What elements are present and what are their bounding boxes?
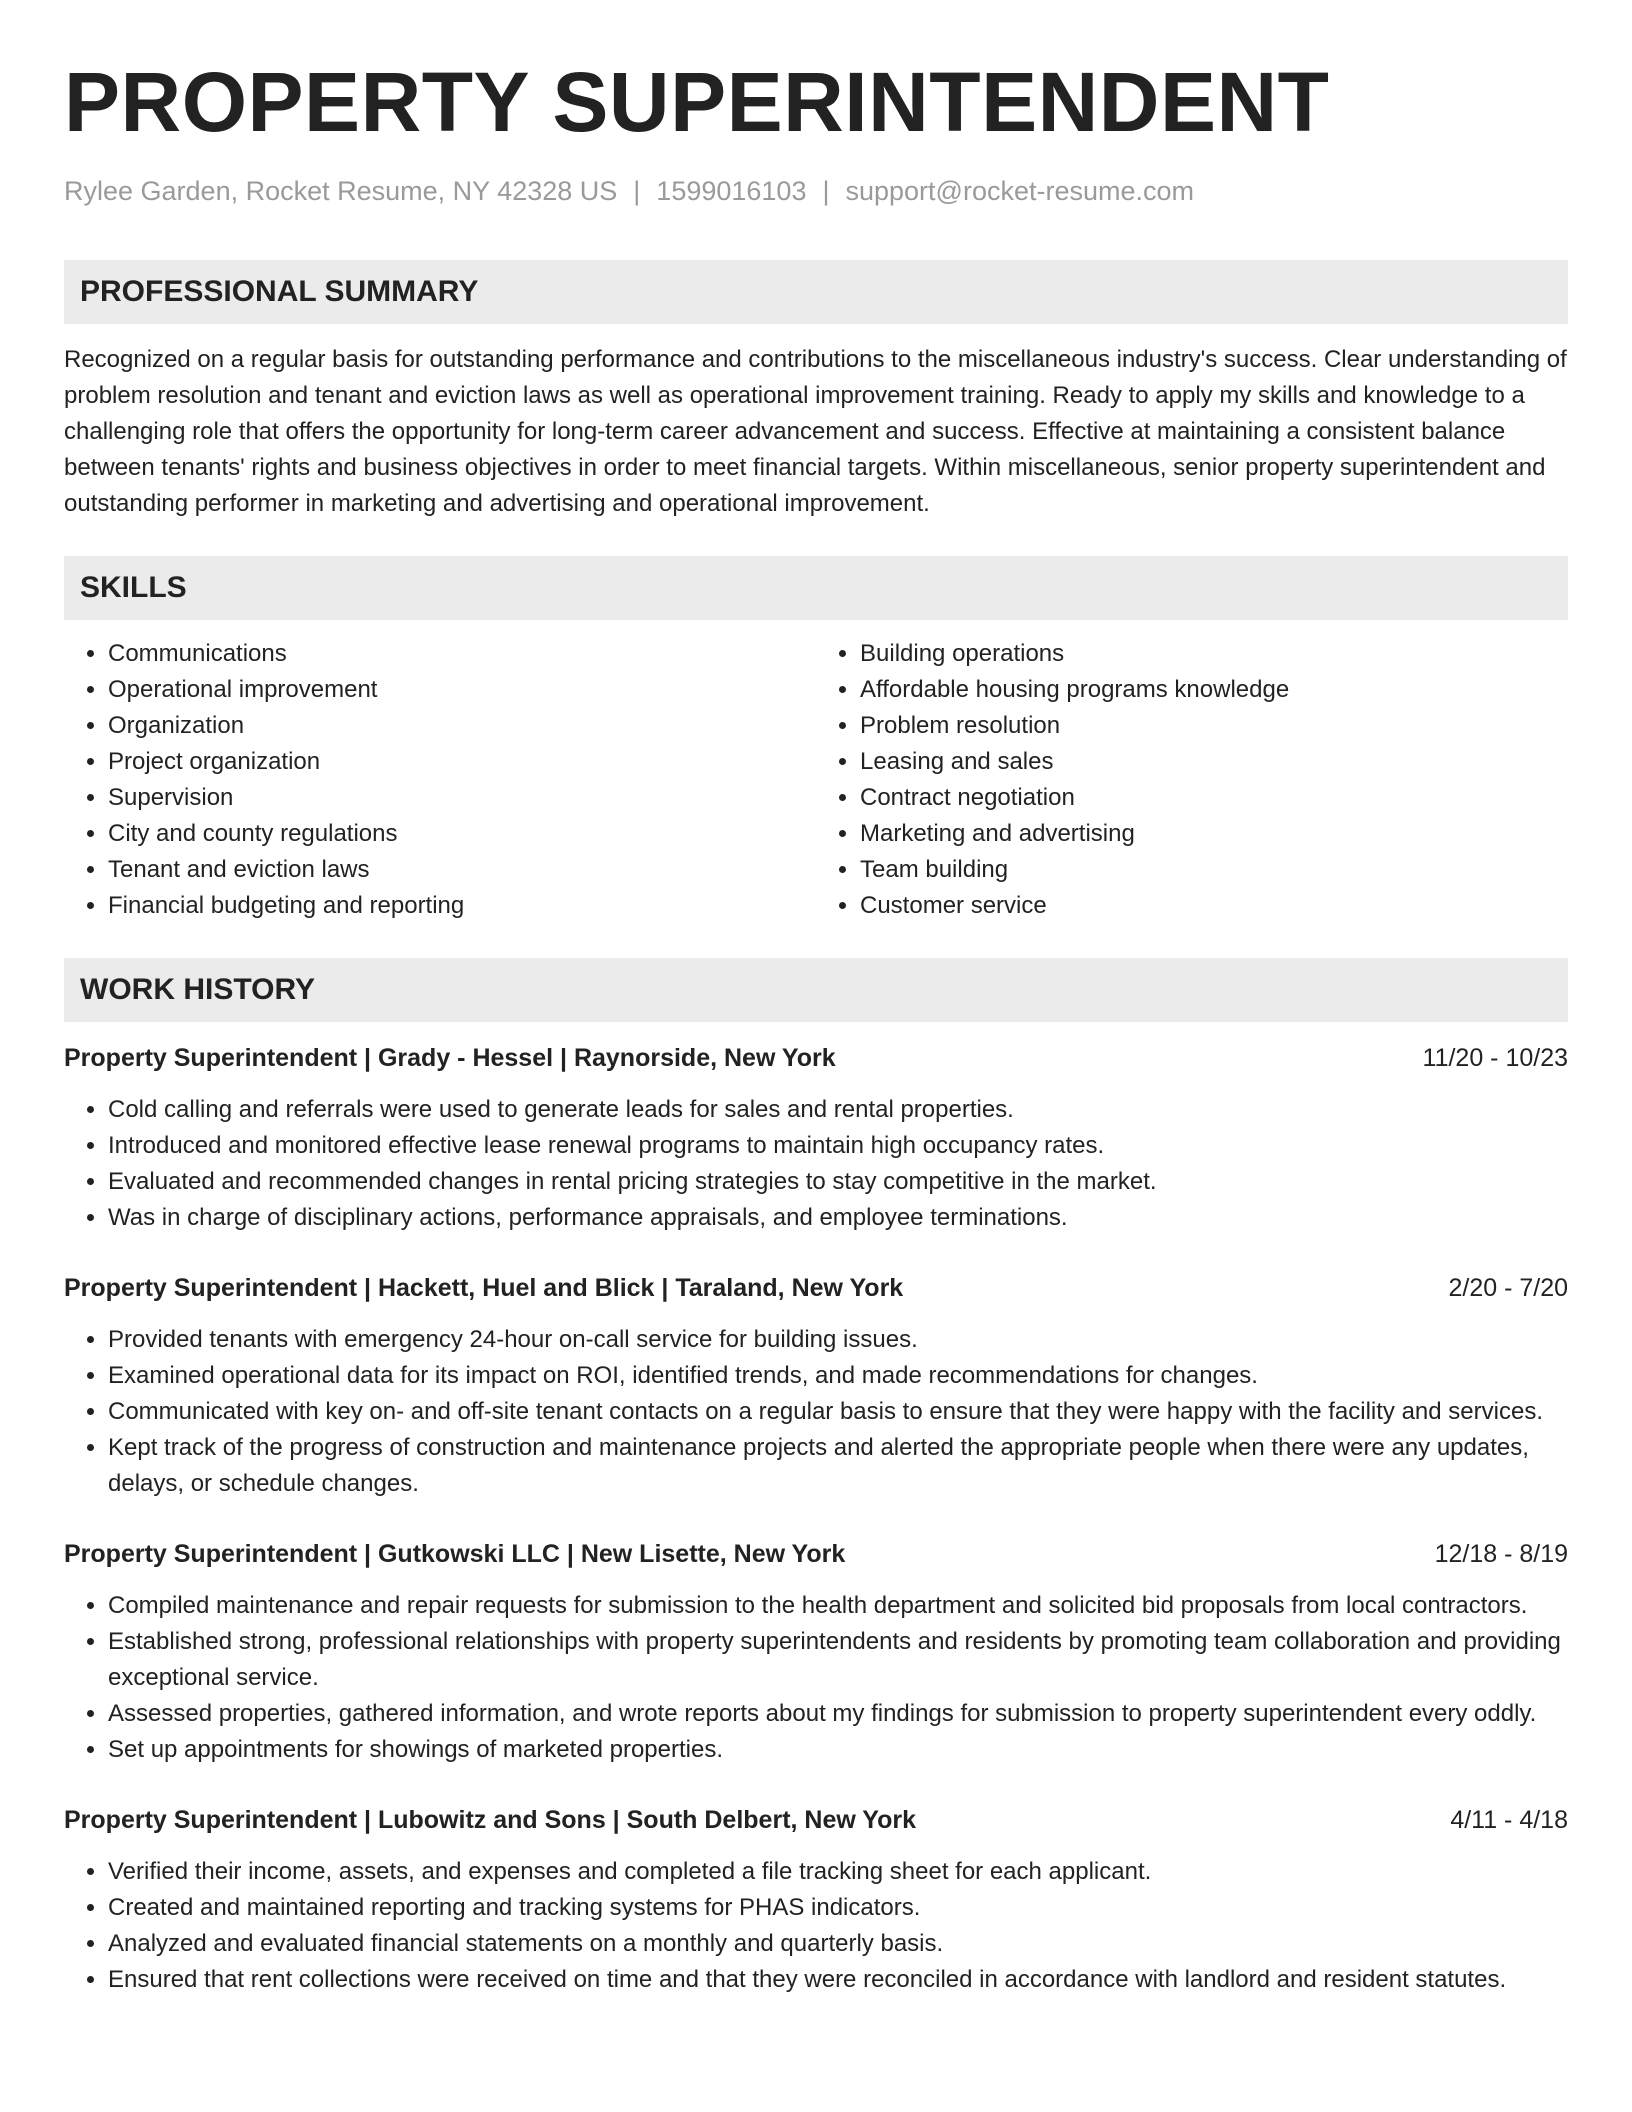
skill-item: • Communications [108,636,816,672]
job-bullet: • Established strong, professional relationships with property superintendents and residents by promoting team collaboration and providing exceptional service. [108,1624,1568,1696]
job-entry [64,1270,1568,1502]
skill-item: • Project organization [108,744,816,780]
skill-item: • Marketing and advertising [860,816,1568,852]
skill-item: • Operational improvement [108,672,816,708]
job-bullets [64,1092,1568,1236]
job-entry [64,1536,1568,1768]
skill-item: • Contract negotiation [860,780,1568,816]
skill-item: • Organization [108,708,816,744]
job-bullet: • Introduced and monitored effective lease renewal programs to maintain high occupancy rates. [108,1128,1568,1164]
skill-item: • Supervision [108,780,816,816]
job-dates: 2/20 - 7/20 [1448,1274,1568,1302]
contact-line [64,174,1568,208]
job-bullet: • Ensured that rent collections were received on time and that they were reconciled in accordance with landlord and resident statutes. [108,1962,1568,1998]
job-bullets [64,1322,1568,1502]
skill-item: • Team building [860,852,1568,888]
resume-name: PROPERTY SUPERINTENDENT [64,55,1330,149]
job-header [64,1040,1568,1076]
job-bullet: • Evaluated and recommended changes in rental pricing strategies to stay competitive in the market. [108,1164,1568,1200]
job-bullet: • Provided tenants with emergency 24-hour on-call service for building issues. [108,1322,1568,1358]
job-bullet: • Compiled maintenance and repair requests for submission to the health department and solicited bid proposals from local contractors. [108,1588,1568,1624]
job-title: Property Superintendent | Grady - Hessel | Raynorside, New York [64,1044,836,1072]
job-bullet: • Created and maintained reporting and tracking systems for PHAS indicators. [108,1890,1568,1926]
resume-page [64,52,1568,1998]
skill-item: • Problem resolution [860,708,1568,744]
job-title: Property Superintendent | Hackett, Huel and Blick | Taraland, New York [64,1274,904,1302]
job-title: Property Superintendent | Gutkowski LLC | New Lisette, New York [64,1540,846,1568]
job-bullet: • Examined operational data for its impact on ROI, identified trends, and made recommendations for changes. [108,1358,1568,1394]
skills-column-right [816,636,1568,924]
skill-item: • Financial budgeting and reporting [108,888,816,924]
job-header [64,1536,1568,1572]
skills-heading: SKILLS [64,556,1568,620]
job-bullet: • Communicated with key on- and off-site tenant contacts on a regular basis to ensure that they were happy with the facility and services. [108,1394,1568,1430]
contact-email: support@rocket-resume.com [845,176,1195,206]
job-bullet: • Analyzed and evaluated financial statements on a monthly and quarterly basis. [108,1926,1568,1962]
job-entry [64,1802,1568,1998]
skill-item: • Leasing and sales [860,744,1568,780]
skill-item: • Customer service [860,888,1568,924]
summary-heading: PROFESSIONAL SUMMARY [64,260,1568,324]
contact-phone: 1599016103 [656,176,807,206]
job-bullet: • Verified their income, assets, and expenses and completed a file tracking sheet for each applicant. [108,1854,1568,1890]
job-dates: 11/20 - 10/23 [1422,1044,1568,1072]
job-bullets [64,1854,1568,1998]
skill-item: • Building operations [860,636,1568,672]
contact-separator: | [633,176,641,206]
job-bullets [64,1588,1568,1768]
job-header [64,1802,1568,1838]
contact-address: Rylee Garden, Rocket Resume, NY 42328 US [64,176,618,206]
skills-column-left [64,636,816,924]
skills-list [64,636,1568,924]
job-bullet: • Set up appointments for showings of marketed properties. [108,1732,1568,1768]
job-dates: 4/11 - 4/18 [1450,1806,1568,1834]
job-bullet: • Assessed properties, gathered information, and wrote reports about my findings for submission to property superintendent every oddly. [108,1696,1568,1732]
work-history-heading: WORK HISTORY [64,958,1568,1022]
job-bullet: • Kept track of the progress of construction and maintenance projects and alerted the appropriate people when there were any updates, delays, or schedule changes. [108,1430,1568,1502]
contact-separator: | [822,176,830,206]
skill-item: • Affordable housing programs knowledge [860,672,1568,708]
job-entry [64,1040,1568,1236]
skill-item: • Tenant and eviction laws [108,852,816,888]
job-dates: 12/18 - 8/19 [1434,1540,1568,1568]
job-bullet: • Cold calling and referrals were used to generate leads for sales and rental properties. [108,1092,1568,1128]
job-bullet: • Was in charge of disciplinary actions, performance appraisals, and employee terminations. [108,1200,1568,1236]
job-header [64,1270,1568,1306]
skill-item: • City and county regulations [108,816,816,852]
job-title: Property Superintendent | Lubowitz and Sons | South Delbert, New York [64,1806,917,1834]
summary-text: Recognized on a regular basis for outstanding performance and contributions to the miscellaneous industry's success. Clear understanding of problem resolution and tenant and eviction laws as well as operational improvement training. Ready to apply my skills and knowledge to a challenging role that offers the opportunity for long-term career advancement and success. Effective at maintaining a consistent balance between tenants' rights and business objectives in order to meet financial targets. Within miscellaneous, senior property superintendent and outstanding performer in marketing and advertising and operational improvement. [64,346,1567,517]
